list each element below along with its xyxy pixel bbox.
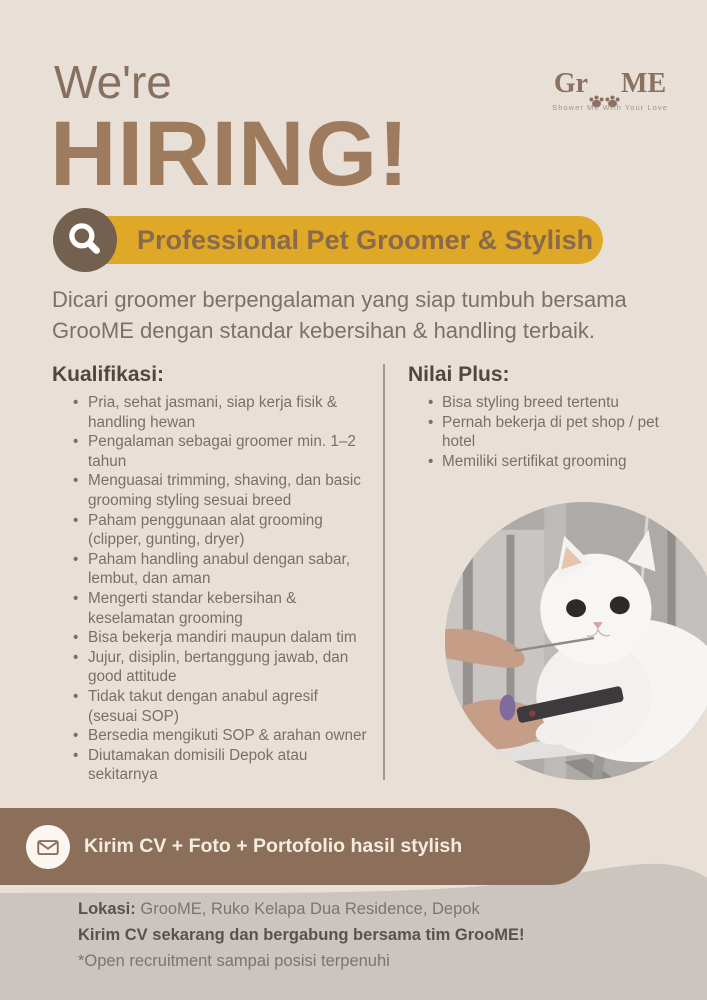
intro-line-1: Dicari groomer berpengalaman yang siap tumbuh bersama (52, 287, 627, 312)
list-item (52, 550, 368, 589)
list-item (52, 432, 368, 471)
column-divider (383, 364, 385, 780)
footer-info (78, 896, 525, 974)
list-item-text: Bisa styling breed tertentu (442, 394, 619, 411)
logo-text-gr: Gr (553, 68, 589, 99)
bullet-icon: • (73, 648, 79, 666)
list-item (52, 471, 368, 510)
bullet-icon: • (428, 452, 434, 470)
list-item-text: Pengalaman sebagai groomer min. 1–2 tahun (88, 433, 356, 470)
list-item-text: Mengerti standar kebersihan & keselamatan grooming (88, 589, 297, 627)
nilai-plus-heading: Nilai Plus: (408, 363, 510, 386)
bullet-icon: • (428, 394, 434, 411)
list-item-text: Tidak takut dengan anabul agresif (sesuai SOP) (88, 687, 318, 725)
bullet-icon: • (73, 629, 79, 647)
list-item-text: Memiliki sertifikat grooming (442, 452, 627, 470)
location-line (78, 896, 525, 922)
list-item (52, 726, 368, 746)
intro-paragraph (52, 284, 627, 346)
list-item-text: Paham penggunaan alat grooming (clipper, gunting, dryer) (88, 511, 323, 549)
list-item (52, 648, 368, 687)
job-title-pill (55, 216, 603, 264)
list-item-text: Bersedia mengikuti SOP & arahan owner (88, 727, 367, 745)
list-item (52, 628, 368, 648)
job-title-label: Professional Pet Groomer & Stylish (137, 225, 594, 255)
list-item (408, 452, 686, 472)
page-title: HIRING! (50, 103, 410, 205)
footer-note: *Open recruitment sampai posisi terpenuhi (78, 952, 390, 970)
bullet-icon: • (73, 687, 79, 705)
bullet-icon: • (73, 394, 79, 411)
qualifications-heading: Kualifikasi: (52, 363, 165, 386)
list-item-text: Jujur, disiplin, bertanggung jawab, dan good attitude (88, 648, 349, 686)
paw-print-icon (605, 84, 620, 98)
list-item-text: Menguasai trimming, shaving, dan basic grooming styling sesuai breed (88, 472, 361, 509)
pre-title: We're (54, 56, 172, 108)
paw-print-icon (589, 84, 604, 98)
intro-line-2: GrooME dengan standar kebersihan & handling terbaik. (52, 318, 596, 343)
qualifications-list (52, 393, 368, 785)
list-item-text: Diutamakan domisili Depok atau sekitarnya (88, 746, 308, 784)
bullet-icon: • (73, 589, 79, 607)
footer-cta: Kirim CV sekarang dan bergabung bersama tim GrooME! (78, 926, 525, 944)
list-item-text: Pria, sehat jasmani, siap kerja fisik & handling hewan (88, 394, 338, 431)
cta-banner-label: Kirim CV + Foto + Portofolio hasil stylish (84, 835, 463, 857)
brand-logo (532, 68, 688, 112)
brand-logo-word (532, 68, 688, 100)
nilai-plus-list (408, 393, 686, 471)
cta-banner (0, 808, 590, 885)
list-item (52, 511, 368, 550)
bullet-icon: • (73, 550, 79, 568)
bullet-icon: • (73, 511, 79, 529)
logo-tagline: Shower Me With Your Love (552, 103, 668, 112)
envelope-icon (35, 834, 61, 860)
bullet-icon: • (73, 433, 79, 451)
list-item (408, 413, 686, 452)
location-label: Lokasi: (78, 900, 136, 918)
search-icon-badge (53, 208, 117, 272)
list-item (52, 393, 368, 432)
list-item (52, 746, 368, 785)
list-item-text: Bisa bekerja mandiri maupun dalam tim (88, 629, 357, 647)
location-value: GrooME, Ruko Kelapa Dua Residence, Depok (135, 900, 480, 918)
logo-text-me: ME (621, 68, 667, 99)
bullet-icon: • (428, 413, 434, 431)
bullet-icon: • (73, 746, 79, 764)
list-item (408, 393, 686, 413)
search-icon (64, 219, 106, 261)
list-item-text: Paham handling anabul dengan sabar, lembut, dan aman (88, 550, 350, 588)
envelope-icon-badge (26, 825, 70, 869)
list-item-text: Pernah bekerja di pet shop / pet hotel (442, 413, 659, 451)
bullet-icon: • (73, 727, 79, 745)
cat-grooming-photo (445, 502, 707, 780)
list-item (52, 589, 368, 628)
list-item (52, 687, 368, 726)
bullet-icon: • (73, 472, 79, 490)
